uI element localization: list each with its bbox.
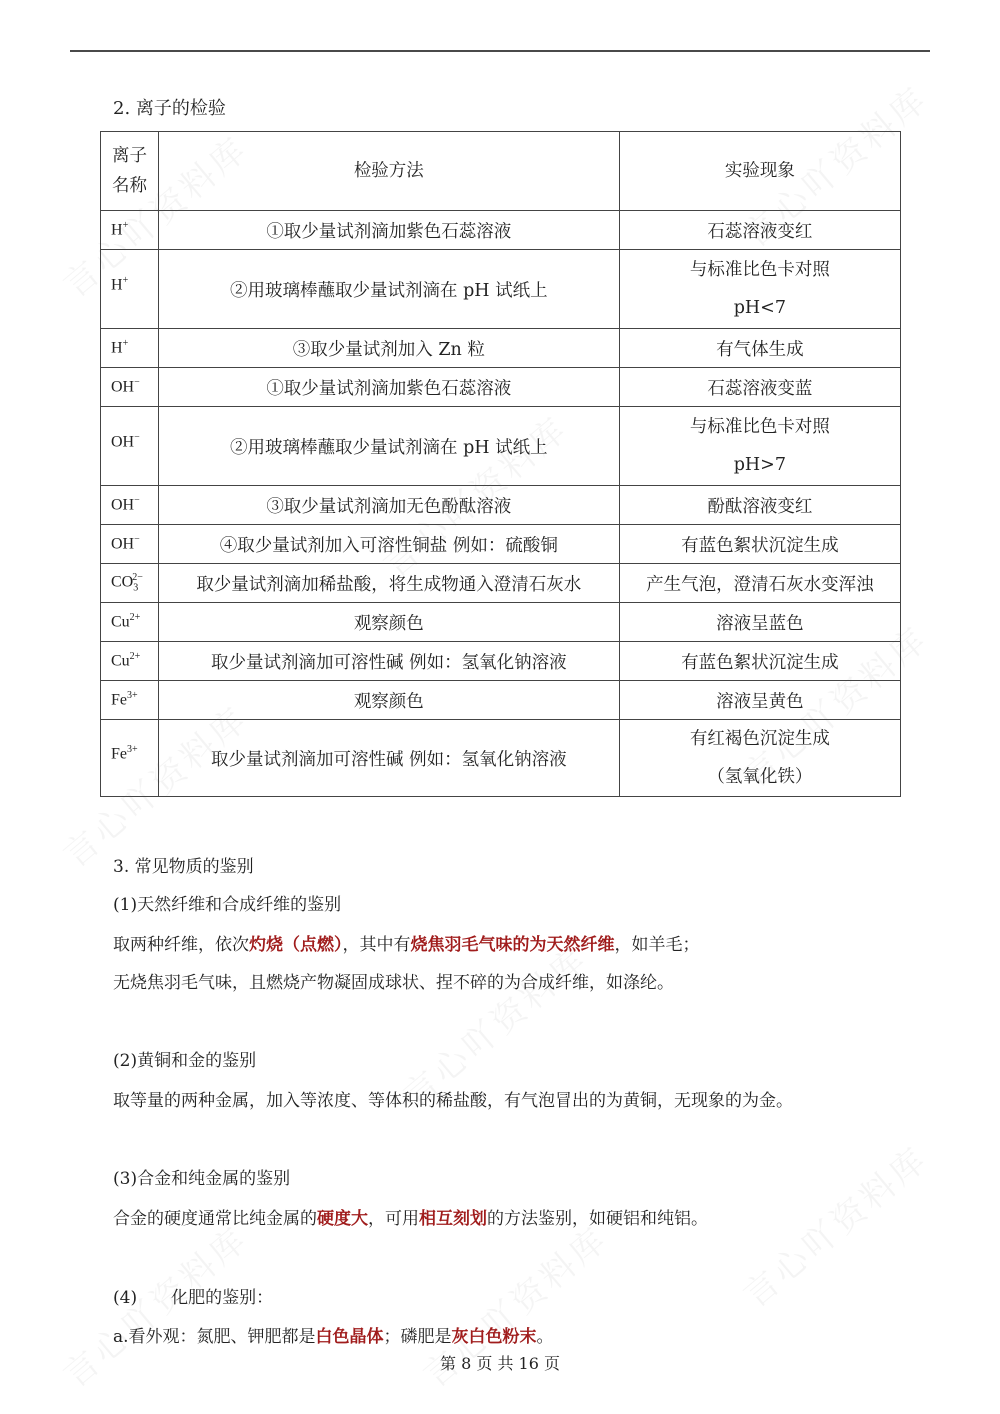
result-cell: 溶液呈蓝色 — [619, 603, 900, 642]
emphasis-text: 白色晶体 — [315, 1327, 384, 1347]
subsection-title-brass-gold: (2)黄铜和金的鉴别 — [113, 1051, 257, 1071]
ion-cell — [101, 720, 159, 797]
table-row — [101, 407, 901, 486]
table-row — [101, 720, 901, 797]
table-row — [101, 250, 901, 329]
table-row — [101, 329, 901, 368]
section-title-ion-tests: 2. 离子的检验 — [113, 98, 226, 119]
ion-symbol: OH− — [111, 377, 140, 396]
result-cell: 有气体生成 — [619, 329, 900, 368]
result-cell: 与标准比色卡对照 pH>7 — [619, 407, 900, 486]
ion-symbol: OH− — [111, 534, 140, 553]
result-cell: 有红褐色沉淀生成 （氢氧化铁） — [619, 720, 900, 797]
ion-symbol: $Fe^{3+}$ — [111, 690, 138, 709]
method-cell: 取少量试剂滴加稀盐酸，将生成物通入澄清石灰水 — [158, 564, 619, 603]
section-title-identification: 3. 常见物质的鉴别 — [113, 857, 254, 877]
table-row — [101, 486, 901, 525]
result-cell: 石蕊溶液变蓝 — [619, 368, 900, 407]
page-number: 第 8 页 共 16 页 — [440, 1354, 560, 1373]
ion-cell — [101, 681, 159, 720]
ion-symbol: $Cu^{2+}$ — [111, 612, 141, 631]
paragraph-fibers-2: 无烧焦羽毛气味，且燃烧产物凝固成球状、捏不碎的为合成纤维，如涤纶。 — [113, 973, 674, 993]
ion-cell — [101, 486, 159, 525]
paragraph-fibers-1: 取两种纤维，依次灼烧（点燃），其中有烧焦羽毛气味的为天然纤维，如羊毛； — [113, 935, 700, 955]
header-rule — [70, 50, 930, 52]
emphasis-text: 灰白色粉末 — [451, 1327, 537, 1347]
table-row — [101, 603, 901, 642]
table-row — [101, 368, 901, 407]
ion-symbol: H+ — [111, 275, 129, 294]
method-cell: 取少量试剂滴加可溶性碱 例如：氢氧化钠溶液 — [158, 720, 619, 797]
ion-cell — [101, 329, 159, 368]
subsection-title-alloy: (3)合金和纯金属的鉴别 — [113, 1169, 291, 1189]
table-row — [101, 564, 901, 603]
method-cell: ①取少量试剂滴加紫色石蕊溶液 — [158, 368, 619, 407]
table-row — [101, 525, 901, 564]
ion-symbol: OH− — [111, 495, 140, 514]
ion-symbol: H+ — [111, 220, 129, 239]
method-cell: 观察颜色 — [158, 603, 619, 642]
paragraph-brass-gold: 取等量的两种金属，加入等浓度、等体积的稀盐酸，有气泡冒出的为黄铜，无现象的为金。 — [113, 1091, 793, 1111]
result-cell: 溶液呈黄色 — [619, 681, 900, 720]
table-row — [101, 211, 901, 250]
method-cell: 取少量试剂滴加可溶性碱 例如：氢氧化钠溶液 — [158, 642, 619, 681]
ion-cell — [101, 250, 159, 329]
table-row — [101, 642, 901, 681]
ion-cell — [101, 368, 159, 407]
ion-symbol: $Cu^{2+}$ — [111, 651, 141, 670]
subsection-title-fertilizer: (4) 化肥的鉴别： — [113, 1288, 274, 1308]
table-row — [101, 681, 901, 720]
ion-cell — [101, 525, 159, 564]
ion-cell — [101, 211, 159, 250]
method-cell: ②用玻璃棒蘸取少量试剂滴在 pH 试纸上 — [158, 407, 619, 486]
subsection-title-fibers: (1)天然纤维和合成纤维的鉴别 — [113, 895, 342, 915]
result-cell: 有蓝色絮状沉淀生成 — [619, 642, 900, 681]
ion-cell — [101, 407, 159, 486]
result-cell: 酚酞溶液变红 — [619, 486, 900, 525]
result-cell: 产生气泡，澄清石灰水变浑浊 — [619, 564, 900, 603]
ion-symbol: $CO_3^{2-}$ — [111, 572, 143, 594]
ion-symbol: H+ — [111, 338, 129, 357]
ion-cell — [101, 642, 159, 681]
emphasis-text: 灼烧（点燃） — [249, 935, 343, 955]
table-header-row — [101, 132, 901, 211]
ion-test-table — [100, 131, 901, 797]
header-ion-name: 离子 名称 — [101, 132, 159, 211]
method-cell: ②用玻璃棒蘸取少量试剂滴在 pH 试纸上 — [158, 250, 619, 329]
method-cell: ①取少量试剂滴加紫色石蕊溶液 — [158, 211, 619, 250]
emphasis-text: 相互刻划 — [419, 1209, 487, 1229]
ion-cell — [101, 603, 159, 642]
header-method: 检验方法 — [158, 132, 619, 211]
method-cell: ③取少量试剂滴加无色酚酞溶液 — [158, 486, 619, 525]
ion-symbol: $Fe^{3+}$ — [111, 744, 138, 763]
method-cell: ④取少量试剂加入可溶性铜盐 例如：硫酸铜 — [158, 525, 619, 564]
result-cell: 石蕊溶液变红 — [619, 211, 900, 250]
method-cell: ③取少量试剂加入 Zn 粒 — [158, 329, 619, 368]
ion-symbol: OH− — [111, 432, 140, 451]
emphasis-text: 硬度大 — [317, 1209, 368, 1229]
ion-cell — [101, 564, 159, 603]
header-result: 实验现象 — [619, 132, 900, 211]
paragraph-alloy: 合金的硬度通常比纯金属的硬度大，可用相互刻划的方法鉴别，如硬铝和纯铝。 — [113, 1209, 708, 1229]
paragraph-fertilizer: a.看外观：氮肥、钾肥都是白色晶体；磷肥是灰白色粉末。 — [113, 1327, 554, 1347]
method-cell: 观察颜色 — [158, 681, 619, 720]
watermark — [731, 1132, 937, 1316]
result-cell: 有蓝色絮状沉淀生成 — [619, 525, 900, 564]
emphasis-text: 烧焦羽毛气味的为天然纤维 — [410, 935, 615, 955]
result-cell: 与标准比色卡对照 pH<7 — [619, 250, 900, 329]
